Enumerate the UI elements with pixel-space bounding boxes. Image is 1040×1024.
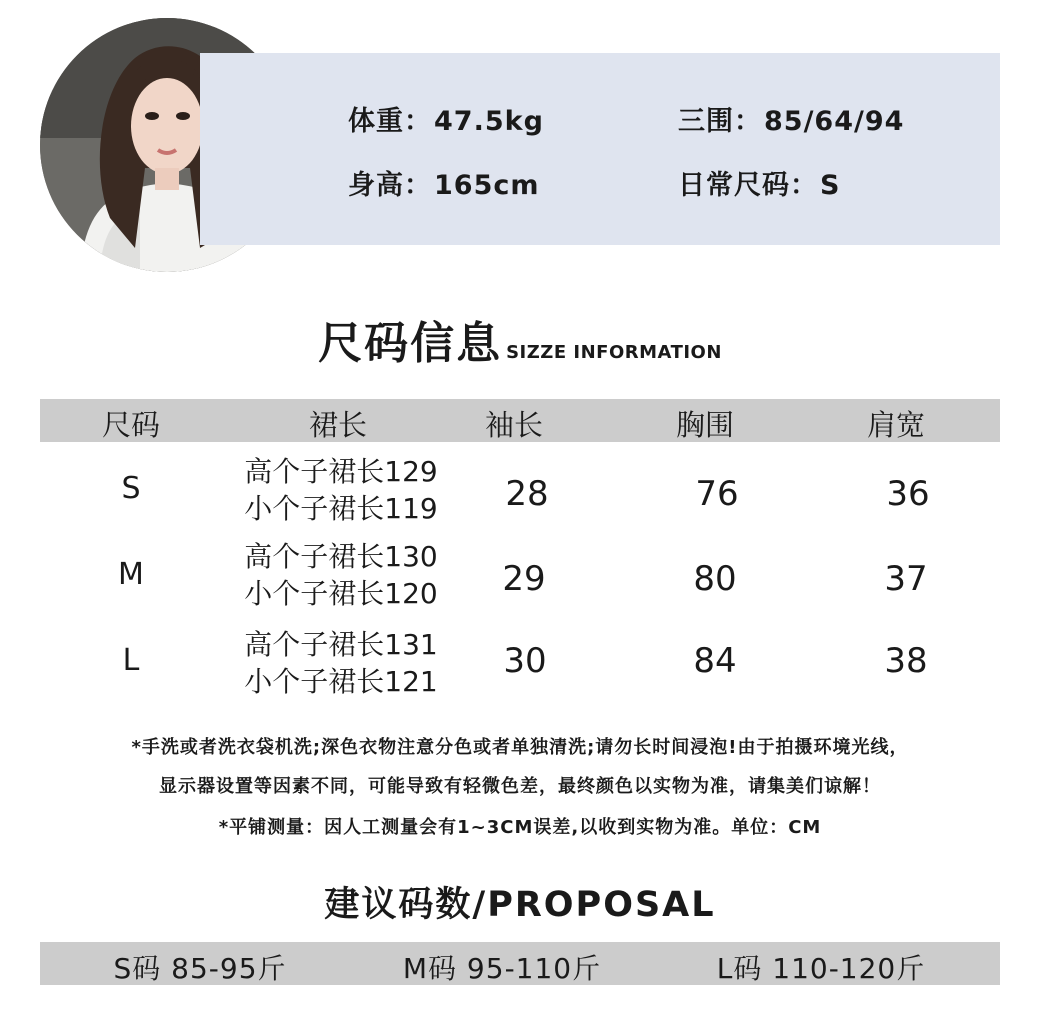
care-note-line2: 显示器设置等因素不同，可能导致有轻微色差，最终颜色以实物为准，请集美们谅解！: [159, 776, 881, 797]
length-short: 小个子裙长119: [244, 492, 438, 525]
size-info-heading: [0, 307, 1040, 371]
length-cell: [244, 626, 437, 700]
sleeve-cell: 29: [502, 559, 546, 599]
weight-stat: [348, 99, 544, 138]
weight-value: 47.5kg: [434, 106, 544, 137]
length-tall: 高个子裙长130: [244, 540, 438, 573]
header-chest: 胸围: [675, 408, 735, 442]
size-cell: M: [118, 557, 144, 592]
weight-label: 体重：: [348, 106, 432, 137]
shoulder-cell: 38: [884, 641, 928, 681]
size-info-subtitle: SIZZE INFORMATION: [506, 342, 722, 363]
sleeve-cell: 28: [505, 474, 549, 514]
length-tall: 高个子裙长131: [244, 628, 438, 661]
length-short: 小个子裙长120: [244, 577, 438, 610]
model-info-panel: [200, 53, 1000, 245]
shoulder-cell: 36: [886, 474, 930, 514]
proposal-title: 建议码数/PROPOSAL: [324, 885, 716, 925]
length-cell: [244, 453, 437, 527]
chest-cell: 80: [693, 559, 737, 599]
size-info-title: 尺码信息: [318, 318, 503, 369]
proposal-item-m: M码 95-110斤: [402, 952, 602, 985]
height-stat: [348, 163, 540, 202]
chest-cell: 76: [695, 474, 739, 514]
sleeve-cell: 30: [503, 641, 547, 681]
height-label: 身高：: [348, 170, 432, 201]
measurements-label: 三围：: [678, 106, 762, 137]
measurements-value: 85/64/94: [764, 106, 905, 137]
measure-note: *平铺测量：因人工测量会有1~3CM误差,以收到实物为准。单位：CM: [218, 817, 822, 838]
daily-size-stat: [678, 163, 840, 202]
shoulder-cell: 37: [884, 559, 928, 599]
size-cell: S: [121, 471, 141, 506]
chest-cell: 84: [693, 641, 737, 681]
length-cell: [244, 538, 437, 612]
proposal-bar: [40, 942, 1000, 985]
proposal-item-l: L码 110-120斤: [716, 952, 926, 985]
header-shoulder: 肩宽: [866, 408, 926, 442]
size-table-header: [40, 399, 1000, 442]
header-size: 尺码: [101, 408, 161, 442]
size-cell: L: [122, 643, 140, 678]
header-sleeve: 袖长: [484, 408, 544, 442]
care-note-line1: *手洗或者洗衣袋机洗;深色衣物注意分色或者单独清洗;请勿长时间浸泡!由于拍摄环境光线，: [131, 737, 909, 758]
proposal-item-s: S码 85-95斤: [113, 952, 287, 985]
header-length: 裙长: [308, 408, 368, 442]
daily-size-label: 日常尺码：: [678, 170, 818, 201]
height-value: 165cm: [434, 170, 540, 201]
measurements-stat: [678, 99, 904, 138]
length-tall: 高个子裙长129: [244, 455, 438, 488]
length-short: 小个子裙长121: [244, 665, 438, 698]
daily-size-value: S: [820, 170, 841, 201]
